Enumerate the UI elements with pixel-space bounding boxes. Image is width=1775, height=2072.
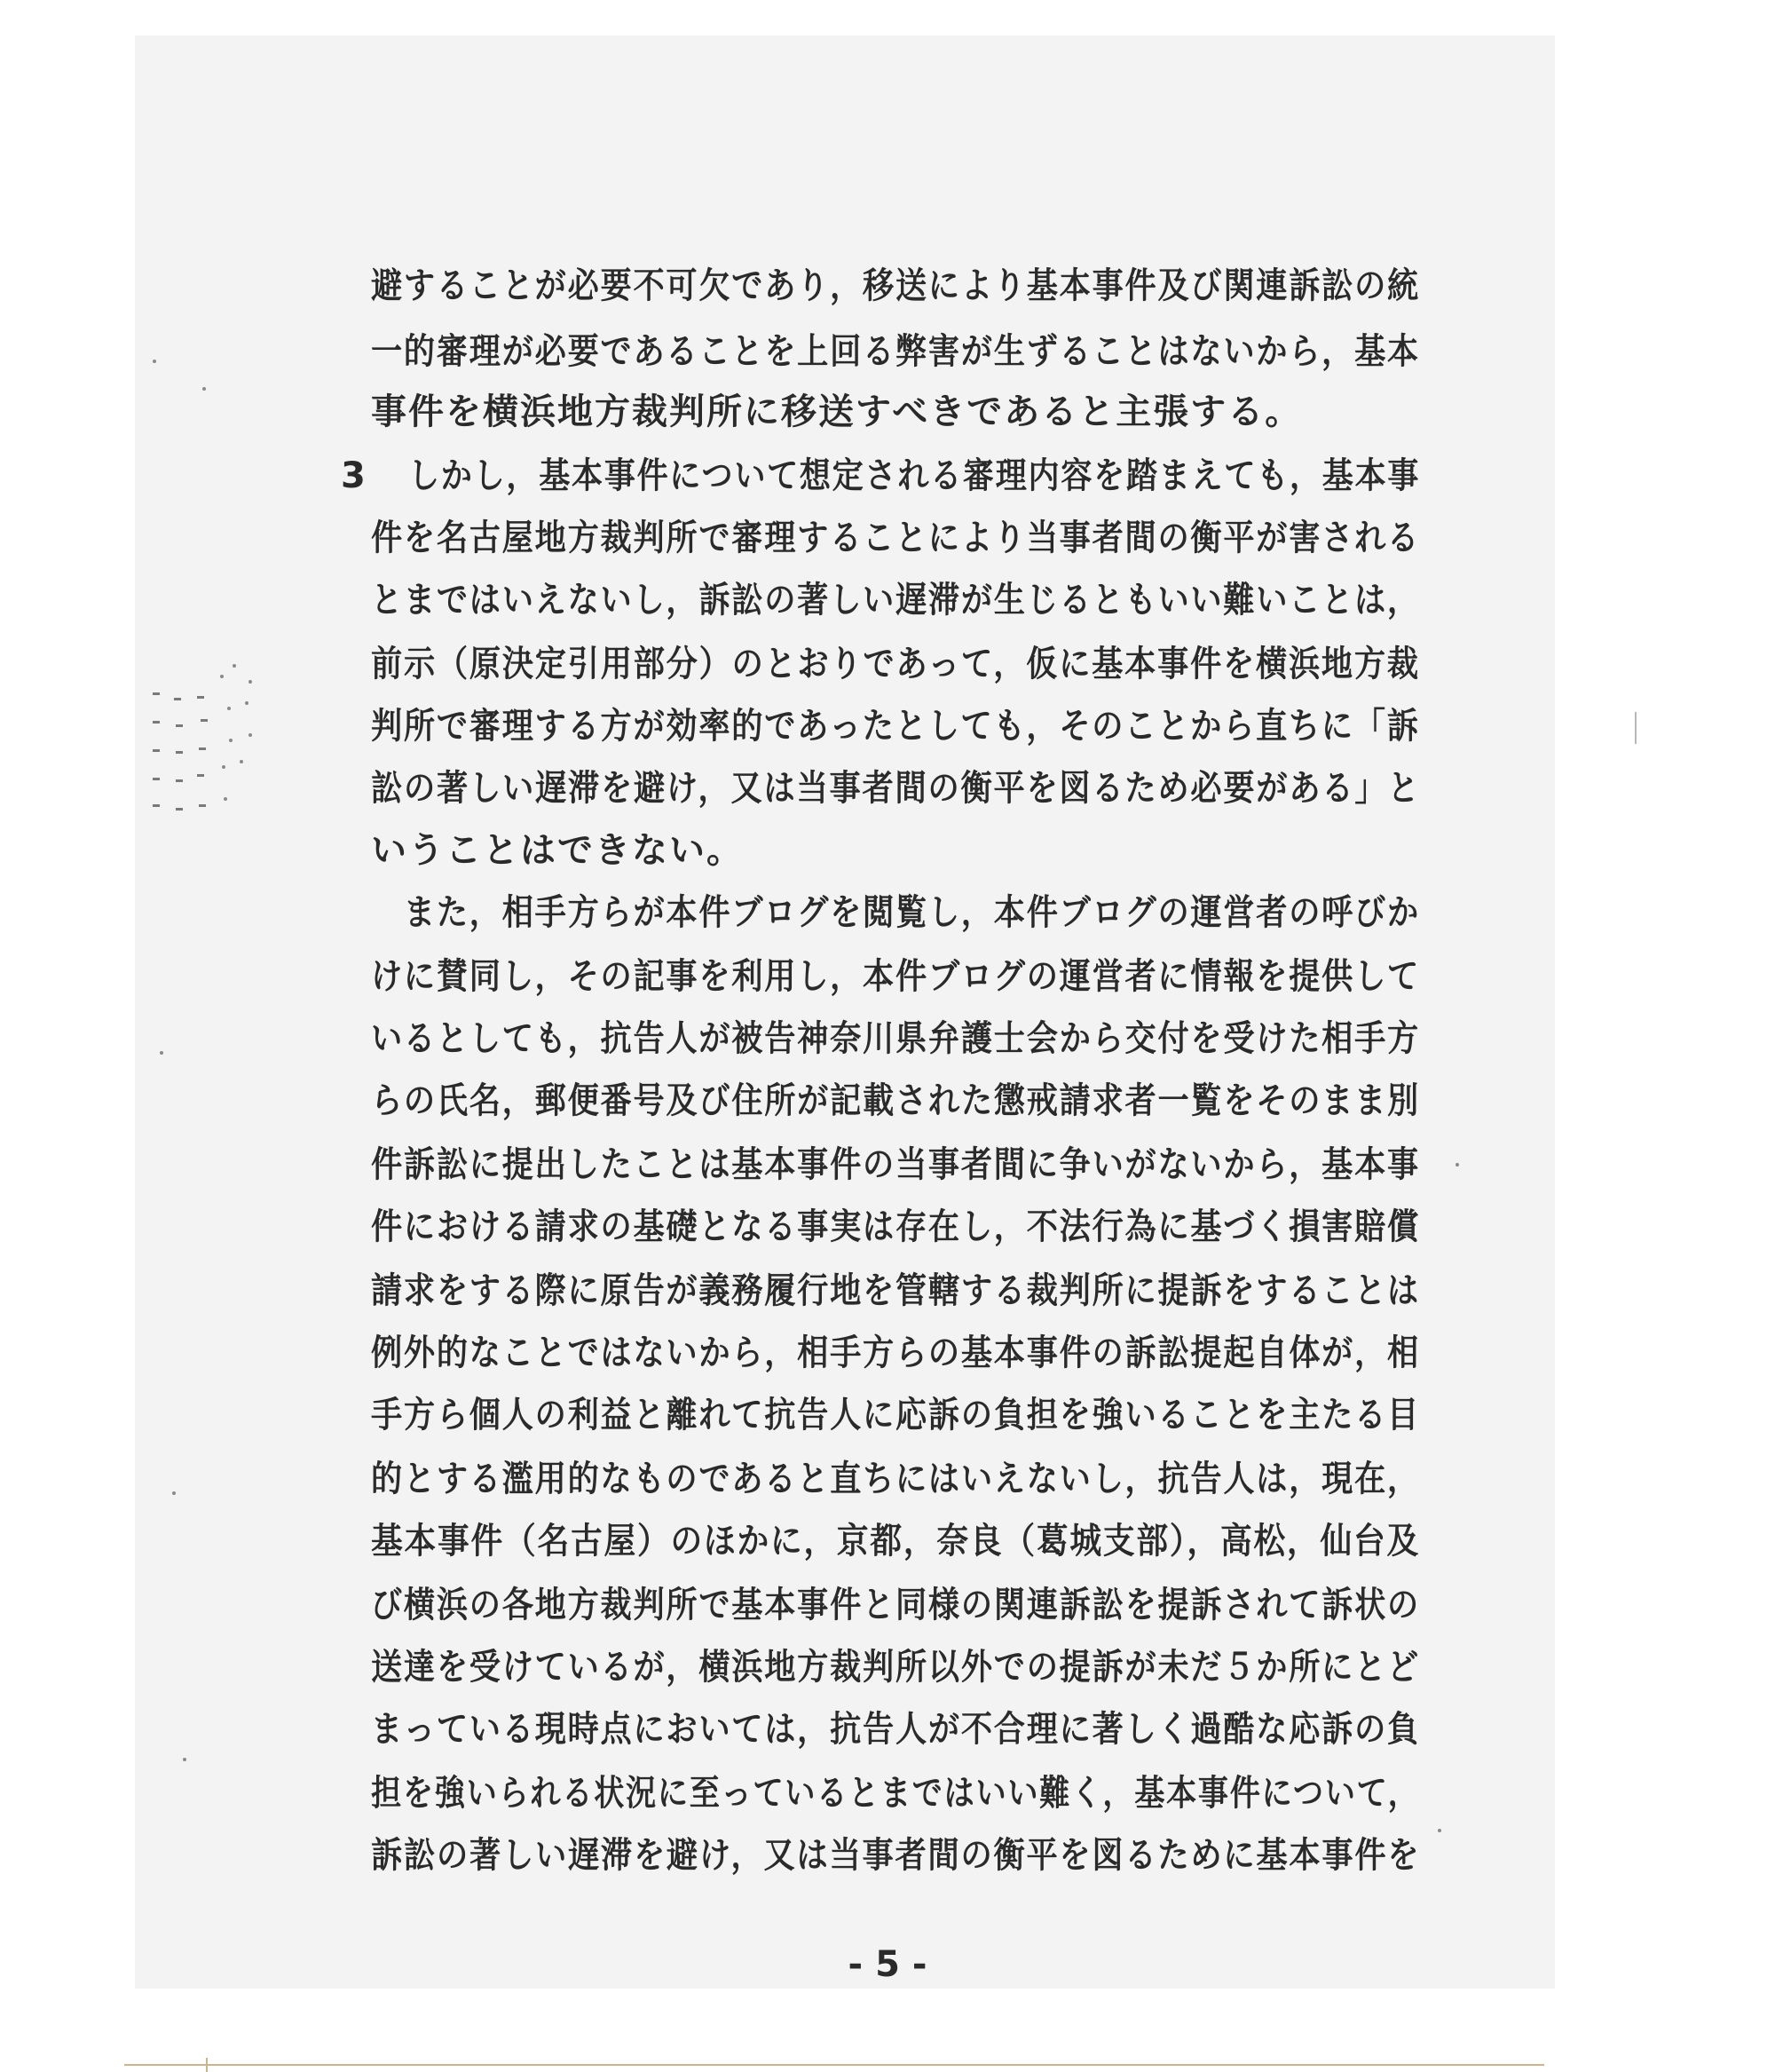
text-line: 訟の著しい遅滞を避け，又は当事者間の衡平を図るため必要がある」と	[371, 768, 1421, 809]
text-line: 事件を横浜地方裁判所に移送すべきであると主張する。	[371, 391, 1303, 432]
text-line: 例外的なことではないから，相手方らの基本事件の訴訟提起自体が，相	[371, 1333, 1420, 1373]
text-line: らの氏名，郵便番号及び住所が記載された懲戒請求者一覧をそのまま別	[371, 1080, 1420, 1121]
bottom-rule	[124, 2064, 1544, 2066]
text-line: 件訴訟に提出したことは基本事件の当事者間に争いがないから，基本事	[371, 1144, 1420, 1185]
text-line: 件を名古屋地方裁判所で審理することにより当事者間の衡平が害される	[371, 518, 1420, 558]
page-number: - 5 -	[848, 1944, 927, 1985]
text-line: 避することが必要不可欠であり，移送により基本事件及び関連訴訟の統	[371, 265, 1420, 306]
text-line: 前示（原決定引用部分）のとおりであって，仮に基本事件を横浜地方裁	[371, 644, 1420, 684]
text-line: 訴訟の著しい遅滞を避け，又は当事者間の衡平を図るために基本事件を	[371, 1835, 1421, 1876]
text-line: 担を強いられる状況に至っているとまではいい難く，基本事件について，	[371, 1773, 1420, 1814]
text-line: いうことはできない。	[371, 830, 744, 871]
text-line: 一的審理が必要であることを上回る弊害が生ずることはないから，基本	[371, 331, 1420, 372]
text-line: けに賛同し，その記事を利用し，本件ブログの運営者に情報を提供して	[371, 956, 1420, 997]
text-line: いるとしても，抗告人が被告神奈川県弁護士会から交付を受けた相手方	[371, 1018, 1420, 1059]
text-line: 件における請求の基礎となる事実は存在し，不法行為に基づく損害賠償	[371, 1206, 1420, 1247]
text-line: 手方ら個人の利益と離れて抗告人に応訴の負担を強いることを主たる目	[371, 1395, 1420, 1435]
scan-edge-mark	[1635, 712, 1637, 744]
text-line: 送達を受けているが，横浜地方裁判所以外での提訴が未だ５か所にとど	[371, 1647, 1420, 1688]
bottom-tick	[206, 2058, 208, 2072]
text-line: 判所で審理する方が効率的であったとしても，そのことから直ちに「訴	[371, 706, 1420, 747]
text-line: 請求をする際に原告が義務履行地を管轄する裁判所に提訴をすることは	[371, 1270, 1420, 1311]
text-line: とまではいえないし，訴訟の著しい遅滞が生じるともいい難いことは，	[371, 580, 1420, 621]
text-line: しかし，基本事件について想定される審理内容を踏まえても，基本事	[408, 455, 1421, 496]
text-line: また，相手方らが本件ブログを閲覧し，本件ブログの運営者の呼びか	[371, 892, 1420, 933]
text-line: 基本事件（名古屋）のほかに，京都，奈良（葛城支部），高松，仙台及	[371, 1521, 1420, 1562]
text-line: 的とする濫用的なものであると直ちにはいえないし，抗告人は，現在，	[371, 1459, 1420, 1499]
section-number: 3	[341, 455, 366, 496]
text-line: まっている現時点においては，抗告人が不合理に著しく過酷な応訴の負	[371, 1709, 1420, 1750]
text-line: び横浜の各地方裁判所で基本事件と同様の関連訴訟を提訴されて訴状の	[371, 1585, 1420, 1625]
